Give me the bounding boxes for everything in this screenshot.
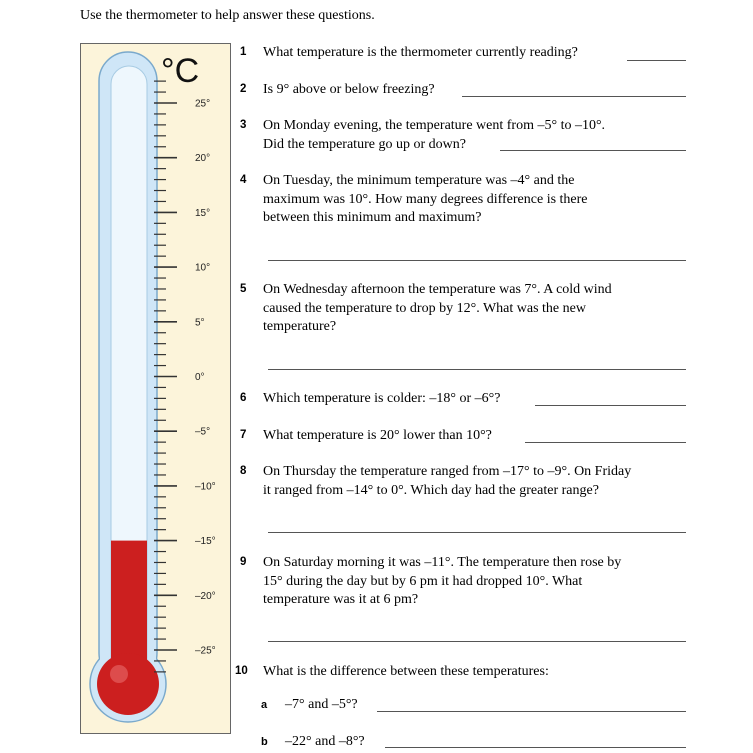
question-line: it ranged from –14° to 0°. Which day had the greater range? [263, 482, 599, 498]
answer-line[interactable] [627, 60, 686, 61]
question-line: What temperature is 20° lower than 10°? [263, 428, 492, 443]
answer-line[interactable] [268, 641, 686, 642]
answer-line[interactable] [268, 532, 686, 533]
question-number: 3 [240, 119, 247, 131]
subquestion-label: a [261, 699, 268, 711]
question-number: 6 [240, 392, 247, 404]
question-line: caused the temperature to drop by 12°. What was the new [263, 300, 586, 316]
answer-line[interactable] [268, 260, 686, 261]
question-line: Which temperature is colder: –18° or –6°? [263, 391, 501, 406]
subquestion-text: –7° and –5°? [285, 697, 358, 712]
question-text [263, 463, 631, 500]
tick-label: 20° [195, 153, 211, 165]
answer-line[interactable] [535, 405, 686, 406]
question-line: 15° during the day but by 6 pm it had dropped 10°. What [263, 573, 583, 589]
question-line: On Monday evening, the temperature went from –5° to –10°. [263, 118, 606, 133]
question-line: On Thursday the temperature ranged from –17° to –9°. On Friday [263, 464, 632, 479]
question-text [263, 172, 588, 228]
answer-line[interactable] [377, 711, 686, 712]
question-line: On Saturday morning it was –11°. The temperature then rose by [263, 555, 622, 570]
answer-line[interactable] [525, 442, 686, 443]
bulb-highlight [110, 665, 128, 683]
question-text [263, 390, 500, 409]
question-text [263, 117, 605, 154]
question-number: 10 [235, 665, 248, 677]
tick-label: 5° [195, 317, 205, 329]
answer-line[interactable] [385, 747, 686, 748]
thermometer-bulb-liquid [97, 653, 159, 715]
tick-label: –20° [195, 590, 216, 602]
question-line: On Tuesday, the minimum temperature was –4° and the [263, 173, 575, 188]
question-line: Did the temperature go up or down? [263, 136, 466, 152]
tick-label: 10° [195, 262, 211, 274]
question-line: What temperature is the thermometer currently reading? [263, 45, 578, 60]
question-line: Is 9° above or below freezing? [263, 82, 435, 97]
tick-label: 15° [195, 207, 211, 219]
question-number: 2 [240, 83, 247, 95]
question-number: 7 [240, 429, 247, 441]
subquestion-label: b [261, 736, 268, 748]
question-line: between this minimum and maximum? [263, 210, 482, 225]
question-line: maximum was 10°. How many degrees difference is there [263, 191, 588, 207]
question-text [263, 81, 435, 100]
question-line: temperature was it at 6 pm? [263, 592, 419, 607]
tick-label: 0° [195, 372, 205, 383]
question-line: What is the difference between these temperatures: [263, 664, 549, 679]
question-text [263, 663, 549, 682]
question-number: 9 [240, 556, 247, 568]
tick-label: –15° [195, 536, 216, 548]
thermometer [81, 44, 232, 735]
question-number: 8 [240, 465, 247, 477]
question-text [263, 281, 612, 337]
question-text [263, 427, 492, 446]
question-number: 1 [240, 46, 247, 58]
thermometer-panel [80, 43, 231, 734]
question-text [263, 44, 578, 63]
tick-label: –10° [195, 481, 216, 493]
unit-label: °C [161, 52, 200, 90]
answer-line[interactable] [462, 96, 686, 97]
tick-label: –25° [195, 645, 216, 657]
answer-line[interactable] [500, 150, 686, 151]
instructions: Use the thermometer to help answer these questions. [80, 8, 375, 23]
question-number: 4 [240, 174, 247, 186]
question-text [263, 554, 621, 610]
answer-line[interactable] [268, 369, 686, 370]
thermometer-scale [154, 81, 216, 672]
subquestion-text: –22° and –8°? [285, 734, 365, 749]
question-line: On Wednesday afternoon the temperature was 7°. A cold wind [263, 282, 612, 297]
tick-label: 25° [195, 98, 211, 110]
question-number: 5 [240, 283, 247, 295]
tick-label: –5° [195, 426, 211, 438]
question-line: temperature? [263, 319, 337, 334]
